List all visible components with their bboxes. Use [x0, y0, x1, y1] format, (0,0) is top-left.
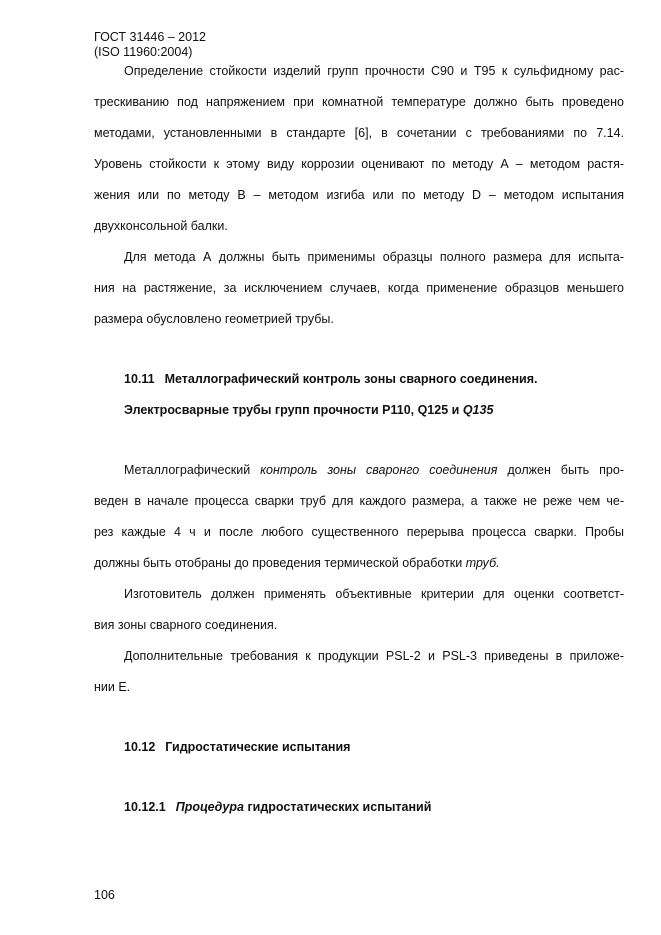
- section-number: 10.12.1: [124, 800, 166, 814]
- iso-reference: (ISO 11960:2004): [94, 45, 193, 59]
- paragraph-line: Изготовитель должен применять объективные критерии для оценки соответст-: [124, 587, 624, 601]
- section-heading-10-12-1: [124, 799, 624, 815]
- paragraph-line: Для метода А должны быть применимы образцы полного размера для испыта-: [124, 250, 624, 264]
- section-subheading-10-11: [124, 402, 624, 418]
- text-run: должны быть отобраны до проведения термической обработки: [94, 556, 463, 570]
- paragraph-line: методами, установленными в стандарте [6], в сочетании с требованиями по 7.14.: [94, 126, 624, 140]
- section-title-italic: Процедура: [175, 800, 244, 814]
- text-run-italic: контроль зоны сваронго соединения: [260, 463, 498, 477]
- standard-designation: ГОСТ 31446 – 2012: [94, 30, 206, 44]
- section-subtitle-italic: Q135: [462, 403, 494, 417]
- section-heading-10-11: [124, 371, 624, 387]
- paragraph-line: рез каждые 4 ч и после любого существенного перерыва процесса сварки. Пробы: [94, 525, 624, 539]
- section-title: Металлографический контроль зоны сварного соединения.: [164, 372, 538, 386]
- text-run: должен быть про-: [507, 463, 624, 477]
- paragraph-line: двухконсольной балки.: [94, 219, 228, 233]
- section-number: 10.11: [124, 372, 155, 386]
- section-subtitle: Электросварные трубы групп прочности Р110, Q125 и: [124, 403, 460, 417]
- paragraph-line: вия зоны сварного соединения.: [94, 618, 278, 632]
- text-run: Металлографический: [124, 463, 251, 477]
- section-heading-10-12: [124, 739, 624, 755]
- paragraph-line: нии Е.: [94, 680, 131, 694]
- section-title: Гидростатические испытания: [165, 740, 351, 754]
- paragraph-line: жения или по методу В – методом изгиба или по методу D – методом испытания: [94, 188, 624, 202]
- page-header: [94, 30, 206, 60]
- section-number: 10.12: [124, 740, 156, 754]
- paragraph-line: ния на растяжение, за исключением случаев, когда применение образцов меньшего: [94, 281, 624, 295]
- paragraph-line: [94, 555, 624, 571]
- page-number: 106: [94, 888, 115, 902]
- paragraph-line: веден в начале процесса сварки труб для каждого размера, а также не реже чем че-: [94, 494, 624, 508]
- paragraph-line: трескиванию под напряжением при комнатной температуре должно быть проведено: [94, 95, 624, 109]
- paragraph-line: размера обусловлено геометрией трубы.: [94, 312, 334, 326]
- paragraph-line: Дополнительные требования к продукции PSL-2 и PSL-3 приведены в приложе-: [124, 649, 624, 663]
- paragraph-line: Уровень стойкости к этому виду коррозии оценивают по методу А – методом растя-: [94, 157, 624, 171]
- text-run-italic: труб.: [465, 556, 500, 570]
- paragraph-line: [124, 462, 624, 478]
- section-title: гидростатических испытаний: [247, 800, 432, 814]
- paragraph-line: Определение стойкости изделий групп прочности С90 и Т95 к сульфидному рас-: [124, 64, 624, 78]
